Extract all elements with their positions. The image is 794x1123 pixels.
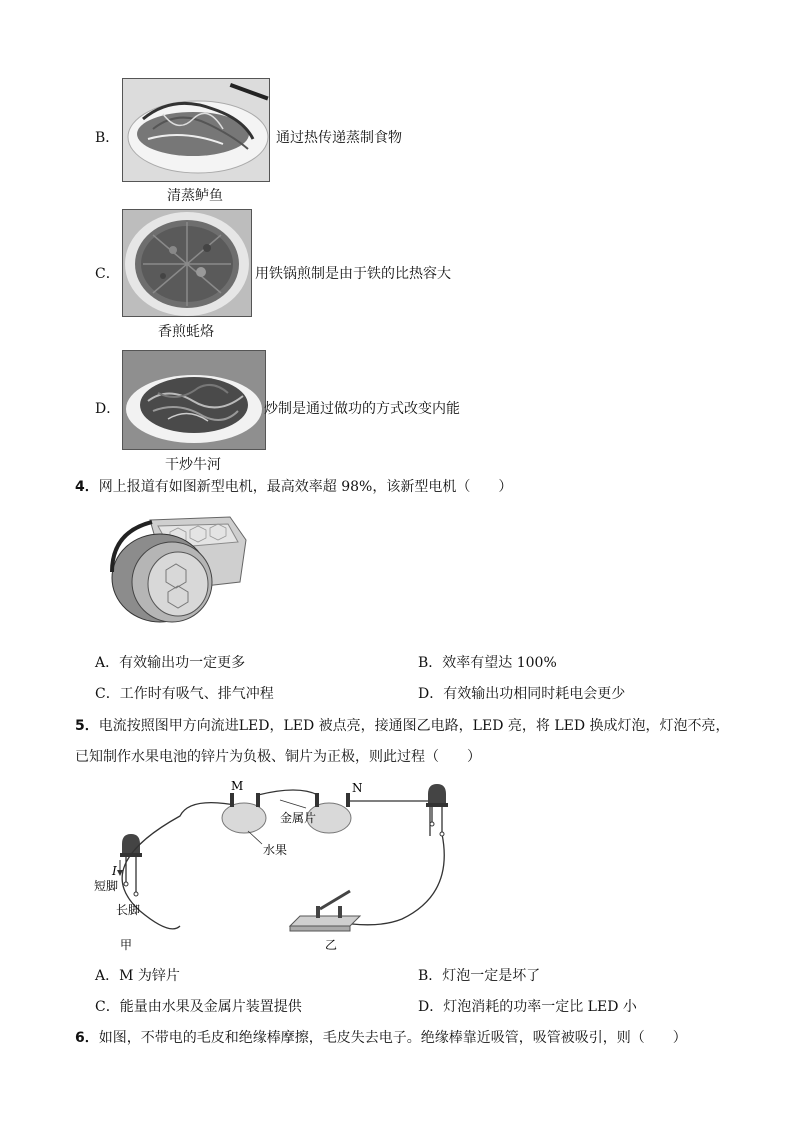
q5-option-a-text: M 为锌片 <box>119 968 180 984</box>
option-d-text: 炒制是通过做功的方式改变内能 <box>264 401 460 417</box>
q4-option-b-letter: B． <box>418 655 443 671</box>
label-m: M <box>231 779 244 793</box>
question-5-number: 5． <box>75 718 99 734</box>
q5-option-d-text: 灯泡消耗的功率一定比 LED 小 <box>443 999 637 1015</box>
question-6-number: 6． <box>75 1030 99 1046</box>
option-b-letter: B． <box>95 130 120 146</box>
q4-option-d-text: 有效输出功相同时耗电会更少 <box>443 686 626 702</box>
label-long-leg: 长脚 <box>116 903 141 917</box>
option-b-caption: 清蒸鲈鱼 <box>167 188 223 204</box>
q4-option-d-letter: D． <box>418 686 444 702</box>
question-4-text: 网上报道有如图新型电机，最高效率超 98%，该新型电机（ ） <box>98 479 513 495</box>
option-d-caption: 干炒牛河 <box>165 457 221 473</box>
option-c-caption: 香煎蚝烙 <box>158 324 214 340</box>
question-5-stem-line2: 已知制作水果电池的锌片为负极、铜片为正极，则此过程（ ） <box>75 749 481 765</box>
q4-option-c-letter: C． <box>95 686 120 702</box>
q5-option-b-text: 灯泡一定是坏了 <box>442 968 541 984</box>
label-jia: 甲 <box>120 938 133 952</box>
q5-option-c-text: 能量由水果及金属片装置提供 <box>119 999 302 1015</box>
label-metal-plate: 金属片 <box>280 811 317 825</box>
q4-option-d[interactable] <box>418 685 625 703</box>
q5-option-a[interactable] <box>95 967 180 985</box>
q4-option-a[interactable] <box>95 654 245 672</box>
question-4-number: 4． <box>75 479 99 495</box>
option-d-letter: D． <box>95 401 121 417</box>
steamed-fish-photo <box>122 78 270 182</box>
electric-motor-photo <box>100 512 248 630</box>
label-fruit: 水果 <box>263 843 288 857</box>
led-figure-jia <box>117 834 142 896</box>
q5-option-a-letter: A． <box>95 968 120 984</box>
oyster-omelette-photo <box>122 209 252 317</box>
q5-option-c-letter: C． <box>95 999 120 1015</box>
q5-option-d[interactable] <box>418 998 637 1016</box>
label-short-leg: 短脚 <box>94 879 119 893</box>
fried-noodles-photo <box>122 350 266 450</box>
label-current-i: I <box>112 864 117 878</box>
option-c-letter: C． <box>95 266 120 282</box>
question-6-text: 如图，不带电的毛皮和绝缘棒摩擦，毛皮失去电子。绝缘棒靠近吸管，吸管被吸引，则（ ） <box>98 1030 687 1046</box>
label-n: N <box>352 781 363 795</box>
option-c-text: 用铁锅煎制是由于铁的比热容大 <box>255 266 451 282</box>
q4-option-b-text: 效率有望达 100% <box>442 655 557 671</box>
q5-option-c[interactable] <box>95 998 302 1016</box>
question-6-stem <box>75 1029 687 1047</box>
q5-option-d-letter: D． <box>418 999 444 1015</box>
q4-option-c-text: 工作时有吸气、排气冲程 <box>119 686 274 702</box>
q5-option-b-letter: B． <box>418 968 443 984</box>
fruit-battery-circuit-diagram <box>80 776 460 956</box>
q4-option-b[interactable] <box>418 654 557 672</box>
q4-option-c[interactable] <box>95 685 274 703</box>
question-4-stem <box>75 478 512 496</box>
q5-option-b[interactable] <box>418 967 540 985</box>
question-5-text-line1: 电流按照图甲方向流进LED，LED 被点亮，接通图乙电路，LED 亮，将 LED 换成灯泡，灯泡不亮， <box>98 718 730 734</box>
label-yi: 乙 <box>325 938 338 952</box>
option-b-text: 通过热传递蒸制食物 <box>276 130 402 146</box>
q4-option-a-text: 有效输出功一定更多 <box>119 655 246 671</box>
question-5-stem-line1 <box>75 717 730 735</box>
q4-option-a-letter: A． <box>95 655 120 671</box>
